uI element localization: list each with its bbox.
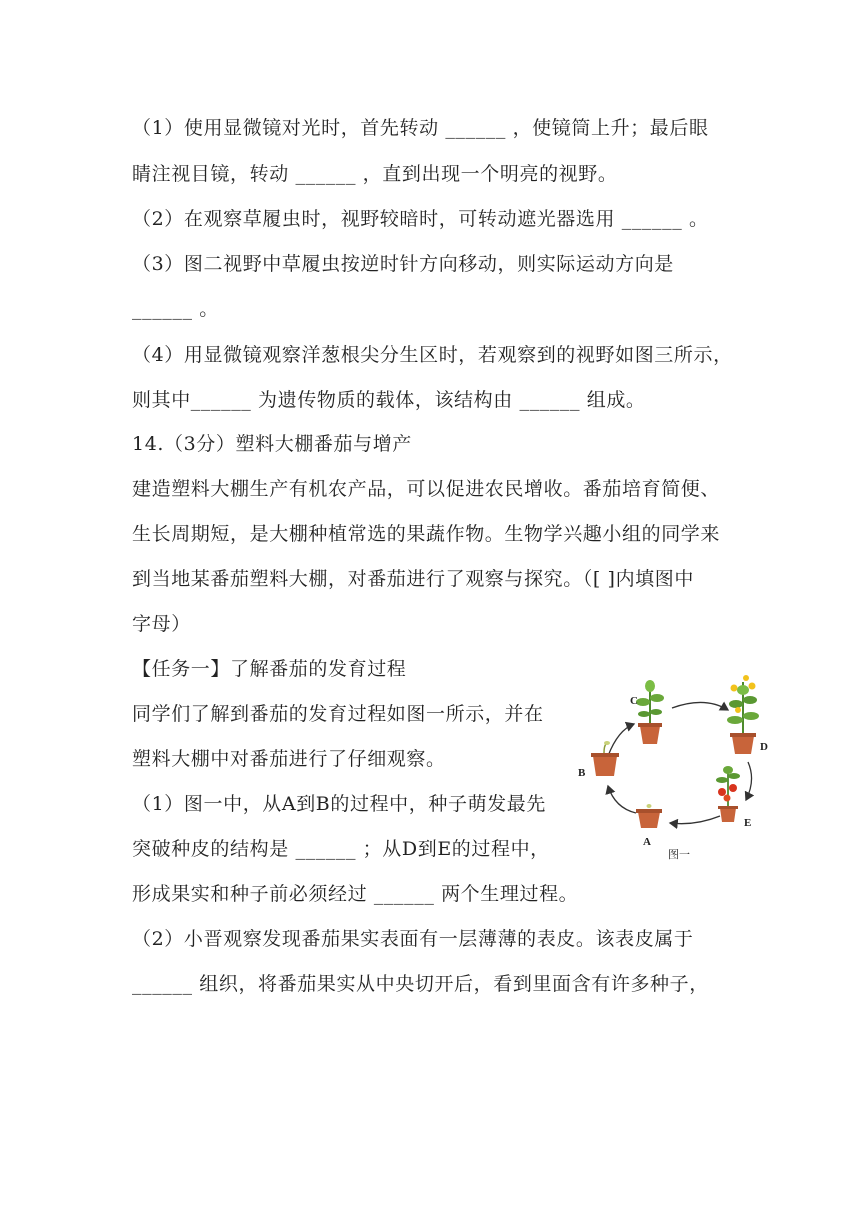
label-c: C: [630, 695, 638, 707]
text-line-q13-4-cont: 则其中______ 为遗传物质的载体，该结构由 ______ 组成。: [132, 389, 646, 411]
text-line-q14-intro-4: 字母）: [132, 613, 191, 635]
text-line-q13-4: （4）用显微镜观察洋葱根尖分生区时，若观察到的视野如图三所示，: [132, 344, 733, 366]
label-b: B: [578, 767, 586, 779]
text-line-q13-3: （3）图二视野中草履虫按逆时针方向移动，则实际运动方向是: [132, 253, 674, 275]
figure-caption: 图一: [668, 848, 690, 861]
text-line-task1-q1: （1）图一中，从A到B的过程中，种子萌发最先: [132, 793, 546, 815]
text-line-q14-intro-1: 建造塑料大棚生产有机农产品，可以促进农民增收。番茄培育简便、: [132, 478, 721, 500]
text-line-task1-2: 塑料大棚中对番茄进行了仔细观察。: [132, 748, 446, 770]
text-line-task1-q2: （2）小晋观察发现番茄果实表面有一层薄薄的表皮。该表皮属于: [132, 928, 694, 950]
text-line-q13-1: （1）使用显微镜对光时，首先转动 ______ ，使镜筒上升；最后眼: [132, 117, 709, 139]
text-line-task1-1: 同学们了解到番茄的发育过程如图一所示，并在: [132, 703, 544, 725]
tomato-development-figure: [560, 668, 785, 868]
plant-c-seedling-icon: [636, 680, 664, 744]
text-line-task1-q1-cont2: 形成果实和种子前必须经过 ______ 两个生理过程。: [132, 883, 579, 905]
label-d: D: [760, 741, 768, 753]
label-e: E: [744, 817, 752, 829]
text-line-task1-q2-cont: ______ 组织，将番茄果实从中央切开后，看到里面含有许多种子，: [132, 973, 709, 995]
arrow-b-to-c: [608, 724, 634, 756]
text-line-q13-2: （2）在观察草履虫时，视野较暗时，可转动遮光器选用 ______ 。: [132, 208, 709, 230]
text-line-task1-q1-cont: 突破种皮的结构是 ______ ；从D到E的过程中，: [132, 838, 550, 860]
task-one-heading: 【任务一】了解番茄的发育过程: [132, 658, 407, 680]
text-line-q13-1-cont: 睛注视目镜，转动 ______ ，直到出现一个明亮的视野。: [132, 163, 618, 185]
text-line-q14-intro-3: 到当地某番茄塑料大棚，对番茄进行了观察与探究。（[ ]内填图中: [132, 568, 694, 590]
plant-e-fruiting-icon: [716, 766, 740, 822]
arrow-e-to-a: [670, 816, 720, 824]
text-line-q13-3-cont: ______ 。: [132, 298, 219, 320]
question-14-title: 14.（3分）塑料大棚番茄与增产: [132, 433, 412, 455]
plant-b-sprout-icon: [591, 741, 619, 776]
arrow-c-to-d: [672, 702, 728, 710]
arrow-d-to-e: [746, 762, 752, 800]
plant-d-flowering-icon: [727, 675, 759, 754]
arrow-a-to-b: [608, 786, 636, 813]
plant-a-seed-icon: [636, 804, 662, 828]
text-line-q14-intro-2: 生长周期短，是大棚种植常选的果蔬作物。生物学兴趣小组的同学来: [132, 523, 721, 545]
label-a: A: [643, 836, 651, 848]
